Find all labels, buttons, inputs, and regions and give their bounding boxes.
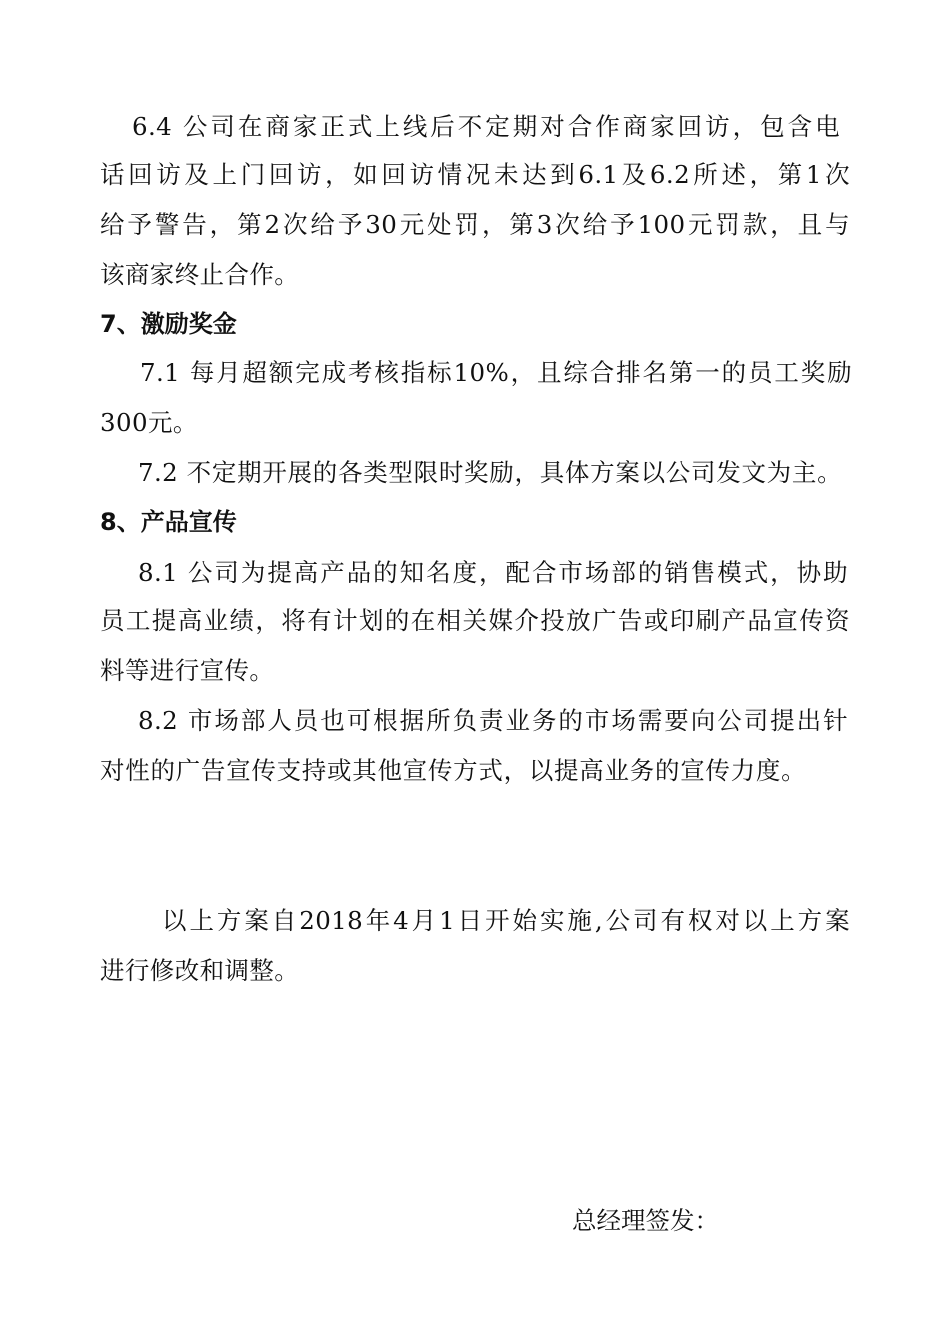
section-heading-8: 8、产品宣传 (100, 508, 237, 536)
paragraph-7-1-line-2: 300元。 (100, 408, 198, 437)
paragraph-6-4-line-3: 给予警告，第2次给予30元处罚，第3次给予100元罚款，且与 (100, 210, 850, 239)
signature-label: 总经理签发： (572, 1206, 719, 1235)
closing-line-1: 以上方案自2018年4月1日开始实施,公司有权对以上方案 (162, 906, 850, 935)
paragraph-7-2-line-1: 7.2 不定期开展的各类型限时奖励，具体方案以公司发文为主。 (138, 458, 842, 487)
paragraph-8-1-line-1: 8.1 公司为提高产品的知名度，配合市场部的销售模式，协助 (138, 558, 848, 587)
paragraph-6-4-line-1: 6.4 公司在商家正式上线后不定期对合作商家回访，包含电 (132, 112, 840, 141)
paragraph-7-1-line-1: 7.1 每月超额完成考核指标10%，且综合排名第一的员工奖励 (140, 358, 852, 387)
paragraph-8-2-line-1: 8.2 市场部人员也可根据所负责业务的市场需要向公司提出针 (138, 706, 848, 735)
paragraph-8-1-line-2: 员工提高业绩，将有计划的在相关媒介投放广告或印刷产品宣传资 (100, 606, 850, 635)
paragraph-6-4-line-2: 话回访及上门回访，如回访情况未达到6.1及6.2所述，第1次 (100, 160, 850, 189)
paragraph-6-4-line-4: 该商家终止合作。 (100, 260, 300, 289)
section-heading-7: 7、激励奖金 (100, 310, 237, 338)
paragraph-8-1-line-3: 料等进行宣传。 (100, 656, 275, 685)
paragraph-8-2-line-2: 对性的广告宣传支持或其他宣传方式，以提高业务的宣传力度。 (100, 756, 806, 785)
closing-line-2: 进行修改和调整。 (100, 956, 300, 985)
